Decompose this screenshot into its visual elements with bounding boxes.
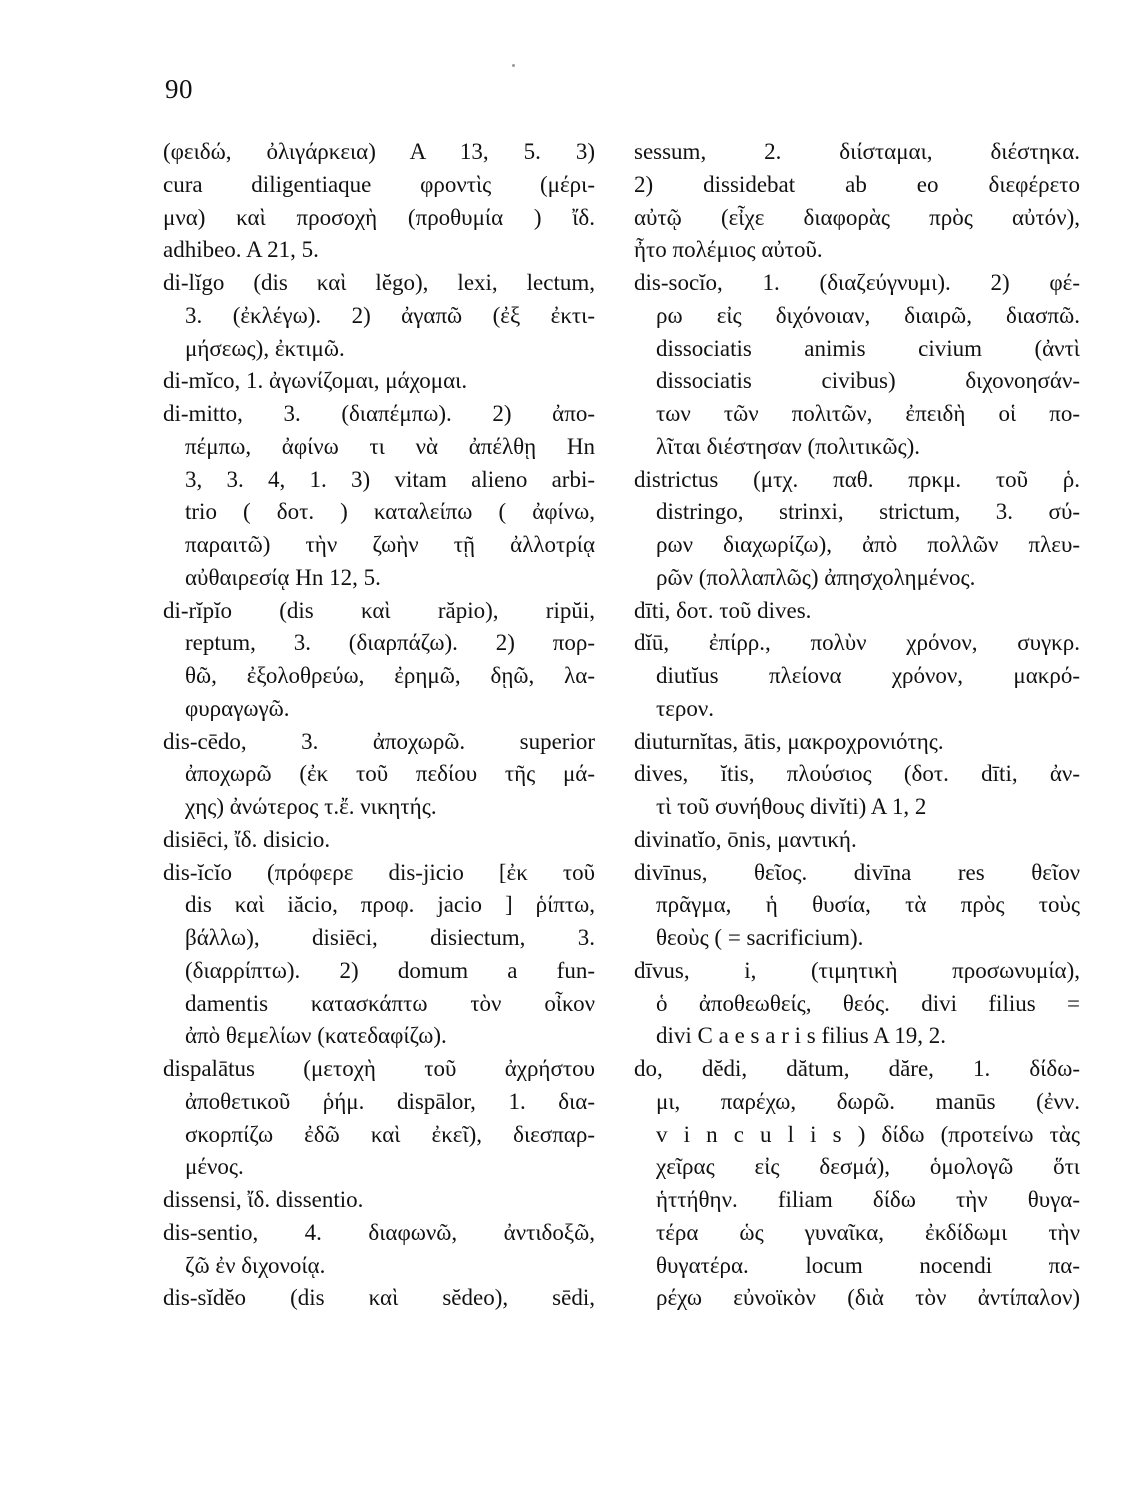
entry-line: μι, παρέχω, δωρῶ. manūs (ἐνν.: [656, 1088, 1080, 1114]
entry-line: dis-sĭdĕo (dis καὶ sĕdeo), sēdi,: [163, 1285, 595, 1311]
entry-line: dis-cēdo, 3. ἀποχωρῶ. superior: [163, 728, 595, 754]
entry-line: v i n c u l i s ) δίδω (προτείνω τὰς: [656, 1121, 1080, 1147]
entry-line: damentis κατασκάπτω τὸν οἶκον: [185, 990, 595, 1016]
entry-line: dissensi, ἴδ. dissentio.: [163, 1187, 364, 1212]
entry-line: cura diligentiaque φροντὶς (μέρι-: [163, 171, 595, 197]
entry-line: dīti, δοτ. τοῦ dives.: [634, 597, 812, 623]
entry-line: ζῶ ἐν διχονοίᾳ.: [185, 1252, 326, 1278]
entry-line: πρᾶγμα, ἡ θυσία, τὰ πρὸς τοὺς: [656, 892, 1080, 918]
entry-line: districtus (μτχ. παθ. πρκμ. τοῦ ῥ.: [634, 466, 1080, 492]
entry-line: (φειδώ, ὀλιγάρκεια) Α 13, 5. 3): [163, 139, 595, 164]
entry-line: dis-ĭcĭo (πρόφερε dis-jicio [ἐκ τοῦ: [163, 859, 595, 885]
entry-line: τερον.: [656, 695, 715, 721]
entry-line: diutĭus πλείονα χρόνον, μακρό-: [656, 663, 1080, 688]
entry-line: trio ( δοτ. ) καταλείπω ( ἀφίνω,: [185, 499, 595, 525]
entry-line: dīvus, i, (τιμητικὴ προσωνυμία),: [634, 957, 1080, 983]
entry-line: μένος.: [185, 1154, 244, 1180]
entry-line: ἀπὸ θεμελίων (κατεδαφίζω).: [185, 1023, 447, 1049]
entry-line: dissociatis animis civium (ἀντὶ: [656, 335, 1080, 361]
entry-line: τέρα ὡς γυναῖκα, ἐκδίδωμι τὴν: [656, 1219, 1080, 1245]
entry-line: do, dĕdi, dătum, dăre, 1. δίδω-: [634, 1056, 1080, 1081]
entry-line: 3. (ἐκλέγω). 2) ἀγαπῶ (ἐξ ἐκτι-: [185, 302, 595, 328]
entry-line: dis-socĭo, 1. (διαζεύγνυμι). 2) φέ-: [634, 270, 1080, 295]
entry-line: di-lĭgo (dis καὶ lĕgo), lexi, lectum,: [163, 270, 595, 295]
entry-line: ἀποχωρῶ (ἐκ τοῦ πεδίου τῆς μά-: [185, 761, 595, 787]
entry-line: dives, ĭtis, πλούσιος (δοτ. dīti, ἀν-: [634, 761, 1080, 787]
entry-line: disiēci, ἴδ. disicio.: [163, 826, 331, 852]
entry-line: χης) ἀνώτερος τ.ἔ. νικητής.: [185, 794, 437, 819]
entry-line: λῖται διέστησαν (πολιτικῶς).: [656, 433, 921, 459]
paper-speck: [512, 64, 515, 67]
entry-line: dissociatis civibus) διχονοησάν-: [656, 368, 1080, 394]
entry-line: θυγατέρα. locum nocendi πα-: [656, 1252, 1080, 1278]
entry-line: 3, 3. 4, 1. 3) vitam alieno arbi-: [185, 466, 595, 492]
right-column: [634, 136, 1080, 1315]
entry-line: πέμπω, ἀφίνω τι νὰ ἀπέλθῃ Hn: [185, 433, 595, 459]
entry-line: dispalātus (μετοχὴ τοῦ ἀχρήστου: [163, 1056, 595, 1081]
entry-line: di-mĭco, 1. ἀγωνίζομαι, μάχομαι.: [163, 368, 468, 394]
entry-line: (διαρρίπτω). 2) domum a fun-: [185, 957, 595, 983]
page-number: 90: [165, 74, 193, 104]
entry-line: των τῶν πολιτῶν, ἐπειδὴ οἱ πο-: [656, 401, 1080, 426]
entry-line: divinatĭo, ōnis, μαντική.: [634, 826, 857, 852]
entry-line: ρέχω εὐνοϊκὸν (διὰ τὸν ἀντίπαλον): [656, 1285, 1080, 1311]
entry-line: ἦτο πολέμιος αὐτοῦ.: [634, 237, 823, 263]
entry-line: ἡττήθην. filiam δίδω τὴν θυγα-: [656, 1187, 1080, 1212]
entry-line: σκορπίζω ἐδῶ καὶ ἐκεῖ), διεσπαρ-: [185, 1121, 595, 1147]
entry-line: divīnus, θεῖος. divīna res θεῖον: [634, 859, 1080, 885]
entry-line: dĭū, ἐπίρρ., πολὺν χρόνον, συγκρ.: [634, 630, 1080, 656]
entry-line: αὐτῷ (εἶχε διαφορὰς πρὸς αὐτόν),: [634, 204, 1080, 230]
entry-line: μνα) καὶ προσοχὴ (προθυμία ) ἴδ.: [163, 204, 595, 230]
entry-line: παραιτῶ) τὴν ζωὴν τῇ ἀλλοτρίᾳ: [185, 532, 595, 557]
left-column: [163, 136, 595, 1315]
entry-line: sessum, 2. διίσταμαι, διέστηκα.: [634, 139, 1080, 164]
entry-line: βάλλω), disiēci, disiectum, 3.: [185, 925, 595, 950]
entry-line: ρῶν (πολλαπλῶς) ἀπησχολημένος.: [656, 564, 976, 590]
entry-line: ἀποθετικοῦ ῥήμ. dispālor, 1. δια-: [185, 1088, 595, 1114]
entry-line: αὐθαιρεσίᾳ Hn 12, 5.: [185, 564, 381, 590]
entry-line: adhibeo. A 21, 5.: [163, 237, 319, 263]
entry-line: diuturnĭtas, ātis, μακροχρονιότης.: [634, 728, 944, 754]
entry-line: divi C a e s a r i s filius A 19, 2.: [656, 1023, 947, 1049]
entry-line: ὁ ἀποθεωθείς, θεός. divi filius =: [656, 990, 1080, 1016]
entry-line: ρων διαχωρίζω), ἀπὸ πολλῶν πλευ-: [656, 532, 1080, 557]
entry-line: di-mitto, 3. (διαπέμπω). 2) ἀπο-: [163, 401, 595, 426]
entry-line: τὶ τοῦ συνήθους divĭti) A 1, 2: [656, 794, 927, 819]
entry-line: 2) dissidebat ab eo διεφέρετο: [634, 171, 1080, 197]
entry-line: μήσεως), ἐκτιμῶ.: [185, 335, 345, 361]
entry-line: di-rĭpĭo (dis καὶ răpio), ripŭi,: [163, 597, 595, 623]
entry-line: dis-sentio, 4. διαφωνῶ, ἀντιδοξῶ,: [163, 1219, 595, 1245]
entry-line: θῶ, ἐξολοθρεύω, ἐρημῶ, δῃῶ, λα-: [185, 663, 595, 688]
entry-line: distringo, strinxi, strictum, 3. σύ-: [656, 499, 1080, 525]
entry-line: χεῖρας εἰς δεσμά), ὁμολογῶ ὅτι: [656, 1154, 1080, 1180]
entry-line: reptum, 3. (διαρπάζω). 2) πορ-: [185, 630, 595, 656]
entry-line: ρω εἰς διχόνοιαν, διαιρῶ, διασπῶ.: [656, 302, 1080, 328]
entry-line: dis καὶ iăcio, προφ. jacio ] ῥίπτω,: [185, 892, 595, 918]
entry-line: θεοὺς ( = sacrificium).: [656, 925, 864, 950]
entry-line: φυραγωγῶ.: [185, 695, 290, 721]
